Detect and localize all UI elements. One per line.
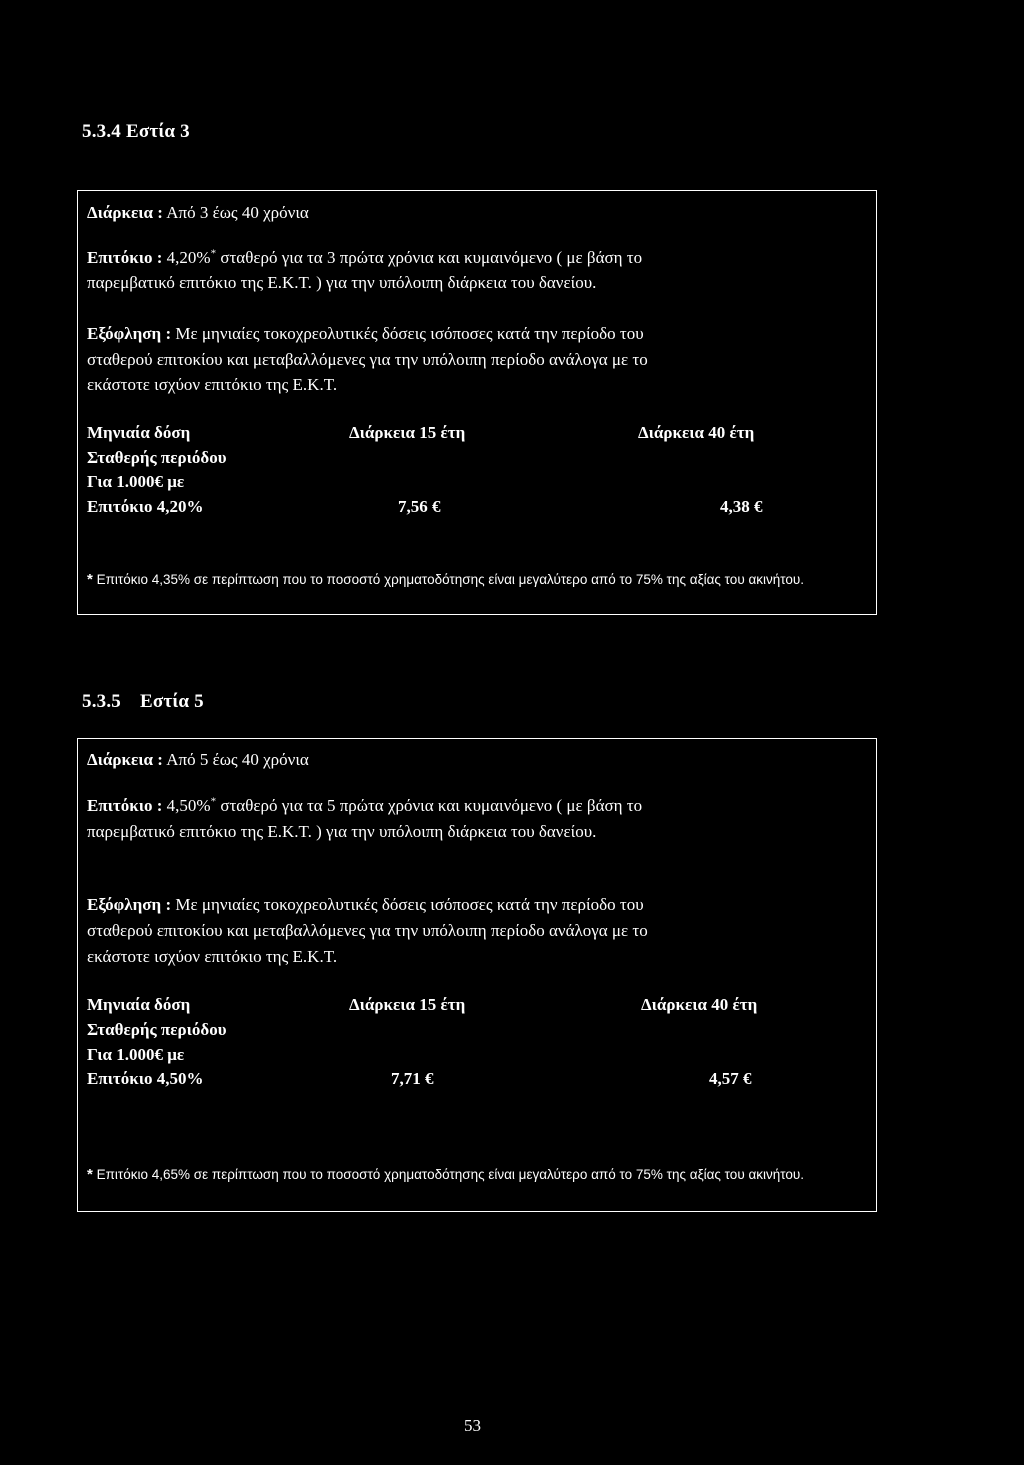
rate-label: Επιτόκιο : bbox=[87, 248, 163, 267]
duration-15-value: 7,56 € bbox=[398, 497, 441, 516]
repayment-label: Εξόφληση : bbox=[87, 324, 172, 343]
duration-15-header: Διάρκεια 15 έτη bbox=[349, 423, 466, 442]
rate-label: Επιτόκιο : bbox=[87, 796, 163, 815]
duration-value: Από 3 έως 40 χρόνια bbox=[166, 203, 309, 222]
repayment-line bbox=[87, 896, 644, 913]
loan-info-box bbox=[77, 738, 877, 1212]
repayment-line-3: εκάστοτε ισχύον επιτόκιο της Ε.Κ.Τ. bbox=[87, 375, 338, 394]
duration-40-value: 4,38 € bbox=[720, 497, 763, 516]
loan-info-box bbox=[77, 190, 877, 615]
duration-line bbox=[87, 751, 309, 768]
duration-40-header: Διάρκεια 40 έτη bbox=[638, 423, 755, 442]
rate-value: 4,20% bbox=[166, 248, 211, 267]
section-name: Εστία 5 bbox=[139, 691, 204, 712]
footnote-text: Επιτόκιο 4,35% σε περίπτωση που το ποσοστό χρηματοδότησης είναι μεγαλύτερο από το 75% της αξίας του ακινήτου. bbox=[96, 572, 805, 587]
duration-label: Διάρκεια : bbox=[87, 203, 163, 222]
duration-15-header: Διάρκεια 15 έτη bbox=[349, 995, 466, 1014]
repayment-line bbox=[87, 325, 644, 342]
installment-label-4: Επιτόκιο 4,50% bbox=[87, 1069, 204, 1088]
installment-label-4: Επιτόκιο 4,20% bbox=[87, 497, 204, 516]
section-number: 5.3.4 bbox=[82, 121, 121, 142]
section-title bbox=[82, 121, 190, 143]
repayment-line-2: σταθερού επιτοκίου και μεταβαλλόμενες για την υπόλοιπη περίοδο ανάλογα με το bbox=[87, 921, 648, 940]
rate-line-2: παρεμβατικό επιτόκιο της Ε.Κ.Τ. ) για την υπόλοιπη διάρκεια του δανείου. bbox=[87, 822, 597, 841]
rate-line bbox=[87, 249, 642, 266]
duration-value: Από 5 έως 40 χρόνια bbox=[166, 750, 309, 769]
installment-label-2: Σταθερής περιόδου bbox=[87, 448, 227, 467]
duration-40-header: Διάρκεια 40 έτη bbox=[641, 995, 758, 1014]
footnote-text: Επιτόκιο 4,65% σε περίπτωση που το ποσοστό χρηματοδότησης είναι μεγαλύτερο από το 75% της αξίας του ακινήτου. bbox=[96, 1167, 805, 1182]
footnote bbox=[87, 1164, 867, 1186]
rate-description: σταθερό για τα 5 πρώτα χρόνια και κυμαινόμενο ( με βάση το bbox=[220, 796, 643, 815]
repayment-label: Εξόφληση : bbox=[87, 895, 172, 914]
duration-label: Διάρκεια : bbox=[87, 750, 163, 769]
footnote bbox=[87, 569, 867, 591]
section-title bbox=[82, 691, 204, 713]
section-number: 5.3.5 bbox=[82, 691, 121, 712]
repayment-line-2: σταθερού επιτοκίου και μεταβαλλόμενες για την υπόλοιπη περίοδο ανάλογα με το bbox=[87, 350, 648, 369]
rate-line-2: παρεμβατικό επιτόκιο της Ε.Κ.Τ. ) για την υπόλοιπη διάρκεια του δανείου. bbox=[87, 273, 597, 292]
installment-label-1: Μηνιαία δόση bbox=[87, 995, 191, 1014]
duration-15-value: 7,71 € bbox=[391, 1069, 434, 1088]
rate-footnote-marker: * bbox=[210, 247, 217, 260]
rate-value: 4,50% bbox=[166, 796, 211, 815]
section-name: Εστία 3 bbox=[125, 121, 190, 142]
repayment-line-3: εκάστοτε ισχύον επιτόκιο της Ε.Κ.Τ. bbox=[87, 947, 338, 966]
rate-line bbox=[87, 797, 642, 814]
repayment-text: Με μηνιαίες τοκοχρεολυτικές δόσεις ισόποσες κατά την περίοδο του bbox=[175, 324, 644, 343]
installment-label-1: Μηνιαία δόση bbox=[87, 423, 191, 442]
footnote-marker: * bbox=[87, 1166, 93, 1183]
duration-line bbox=[87, 204, 309, 221]
rate-footnote-marker: * bbox=[210, 795, 217, 808]
installment-label-2: Σταθερής περιόδου bbox=[87, 1020, 227, 1039]
duration-40-value: 4,57 € bbox=[709, 1069, 752, 1088]
page-number: 53 bbox=[464, 1416, 481, 1435]
repayment-text: Με μηνιαίες τοκοχρεολυτικές δόσεις ισόποσες κατά την περίοδο του bbox=[175, 895, 644, 914]
installment-label-3: Για 1.000€ με bbox=[87, 1045, 185, 1064]
footnote-marker: * bbox=[87, 571, 93, 588]
installment-label-3: Για 1.000€ με bbox=[87, 472, 185, 491]
rate-description: σταθερό για τα 3 πρώτα χρόνια και κυμαινόμενο ( με βάση το bbox=[220, 248, 643, 267]
